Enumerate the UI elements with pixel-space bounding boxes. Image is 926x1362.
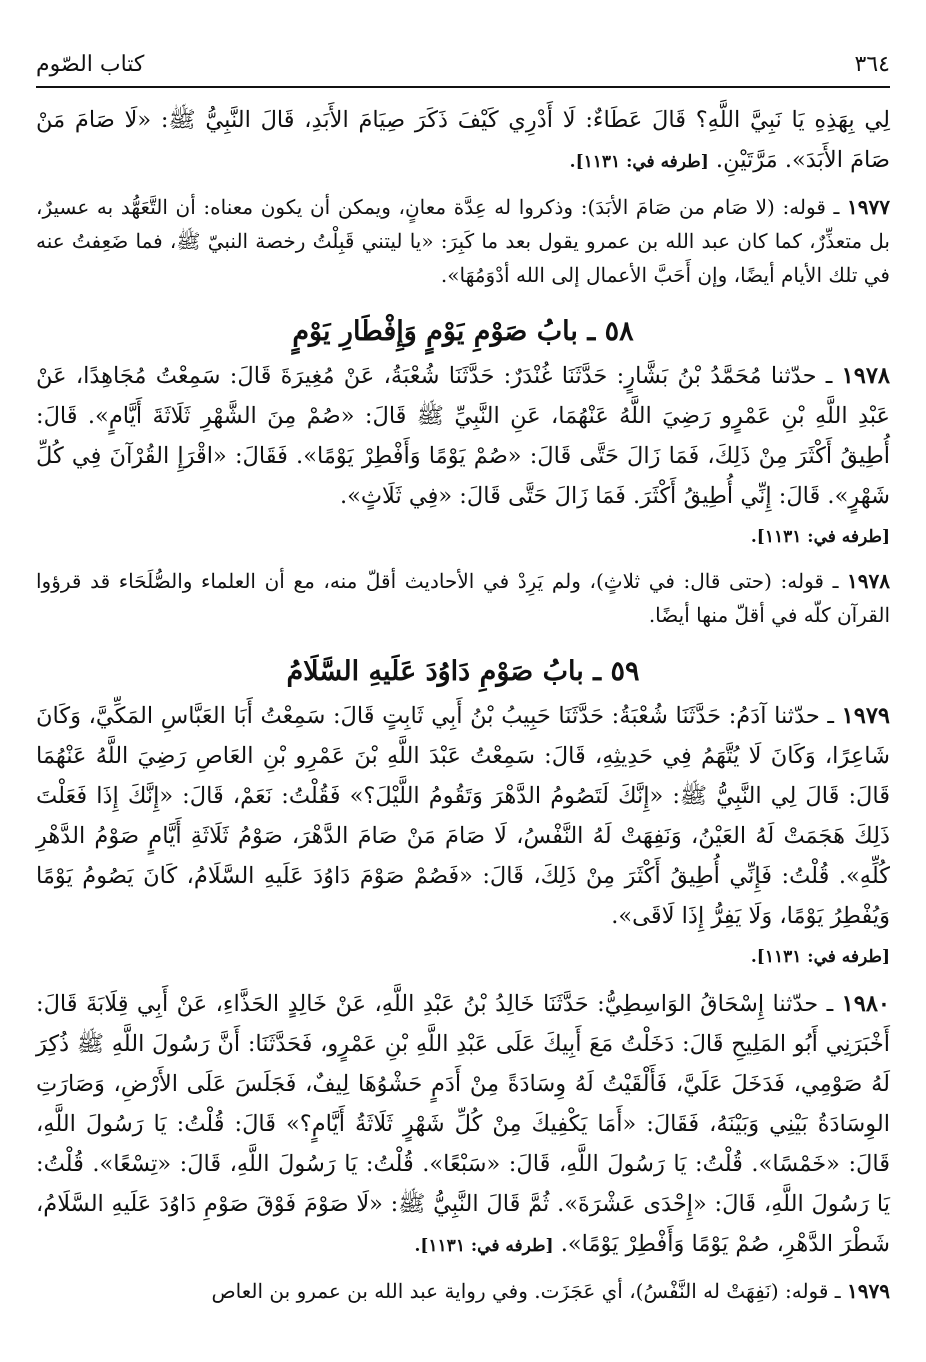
chapter-heading-58: ٥٨ ـ بابُ صَوْمِ يَوْمٍ وَإِفْطَارِ يَوْمٍ (292, 316, 634, 347)
hadith-1978 (36, 356, 890, 516)
commentary-text: ـ قوله: (لا صَام من صَامَ الأبَدَ): وذكروا له عِدَّة معانٍ، ويمكن أن يكون معناه: أن التَّعَهُّد به عسيرٌ، بل متعذِّرٌ، كما كان عبد الله بن عمرو يقول بعد ما كَبِرَ: «يا ليتني قَبِلْتُ رخصة النبيّ ﷺ، فما ضَعِفتُ عنه في تلك الأيام أيضًا، وإن أَحَبَّ الأعمال إلى الله أدْوَمُهَا». (36, 195, 890, 287)
header-rule (36, 86, 890, 88)
hadith-1980 (36, 984, 890, 1266)
hadith-number: ١٩٨٠ (841, 991, 890, 1017)
hadith-1979 (36, 696, 890, 936)
commentary-1977 (36, 190, 890, 292)
cross-reference: [طرفه في: ١١٣١]. (414, 1236, 554, 1256)
cross-reference: [طرفه في: ١١٣١]. (750, 947, 890, 967)
hadith-number: ١٩٧٩ (841, 703, 890, 729)
hadith-text: لِي بِهَذِهِ يَا نَبِيَّ اللَّهِ؟ قَالَ عَطَاءٌ: لَا أَدْرِي كَيْفَ ذَكَرَ صِيَامَ الأَبَدِ، قَالَ النَّبِيُّ ﷺ: «لَا صَامَ مَنْ صَامَ الأَبَدَ». مَرَّتَيْنِ. (36, 107, 890, 173)
book-title: كتاب الصّوم (36, 52, 145, 77)
hadith-text: ـ حدّثنا آدَمُ: حَدَّثَنَا شُعْبَةُ: حَدَّثَنَا حَبِيبُ بْنُ أَبِي ثَابِتٍ قَالَ: سَمِعْتُ أَبَا العَبَّاسِ المَكِّيَّ، وَكَانَ شَاعِرًا، وَكَانَ لَا يُتَّهَمُ فِي حَدِيثِهِ، قَالَ: سَمِعْتُ عَبْدَ اللَّهِ بْنَ عَمْرِو بْنِ العَاصِ رَضِيَ اللَّهُ عَنْهُمَا قَالَ: قَالَ لِي النَّبِيُّ ﷺ: «إِنَّكَ لَتَصُومُ الدَّهْرَ وَتَقُومُ اللَّيْلَ؟» فَقُلْتُ: نَعَمْ، قَالَ: «إِنَّكَ إِذَا فَعَلْتَ ذَلِكَ هَجَمَتْ لَهُ العَيْنُ، وَنَفِهَتْ لَهُ النَّفْسُ، لَا صَامَ مَنْ صَامَ الدَّهْرَ، صَوْمُ ثَلَاثَةِ أَيَّامٍ صَوْمُ الدَّهْرِ كُلِّهِ». قُلْتُ: فَإِنِّي أُطِيقُ أَكْثَرَ مِنْ ذَلِكَ، قَالَ: «فَصُمْ صَوْمَ دَاوُدَ عَلَيهِ السَّلَامُ، كَانَ يَصُومُ يَوْمًا وَيُفْطِرُ يَوْمًا، وَلَا يَفِرُّ إِذَا لَاقَى». (36, 703, 890, 929)
commentary-text: ـ قوله: (نَفِهَتْ له النَّفْسُ)، أي عَجَزَت. وفي رواية عبد الله بن عمرو بن العاص (211, 1279, 841, 1303)
chapter-heading-59: ٥٩ ـ بابُ صَوْمِ دَاوُدَ عَلَيهِ السَّلَامُ (286, 656, 640, 687)
commentary-1979 (36, 1274, 890, 1308)
hadith-continuation (36, 100, 890, 182)
cross-reference: [طرفه في: ١١٣١]. (750, 527, 890, 547)
hadith-number: ١٩٧٨ (841, 363, 890, 389)
hadith-text: ـ حدّثنا مُحَمَّدُ بْنُ بَشَّارٍ: حَدَّثَنَا غُنْدَرٌ: حَدَّثَنَا شُعْبَةُ، عَنْ مُغِيرَةَ قَالَ: سَمِعْتُ مُجَاهِدًا، عَنْ عَبْدِ اللَّهِ بْنِ عَمْرٍو رَضِيَ اللَّهُ عَنْهُمَا، عَنِ النَّبِيِّ ﷺ قَالَ: «صُمْ مِنَ الشَّهْرِ ثَلَاثَةَ أَيَّامٍ». قَالَ: أُطِيقُ أَكْثَرَ مِنْ ذَلِكَ، فَمَا زَالَ حَتَّى قَالَ: «صُمْ يَوْمًا وَأَفْطِرْ يَوْمًا». فَقَالَ: «اقْرَإِ القُرْآنَ فِي كُلِّ شَهْرٍ». قَالَ: إِنِّي أُطِيقُ أَكْثَرَ. فَمَا زَالَ حَتَّى قَالَ: «فِي ثَلَاثٍ». (36, 363, 890, 509)
commentary-text: ـ قوله: (حتى قال: في ثلاثٍ)، ولم يَرِدْ في الأحاديث أقلّ منه، مع أن العلماء والصُّلَحَاء قد قرؤوا القرآن كلّه في أقلّ منها أيضًا. (36, 569, 890, 627)
commentary-number: ١٩٧٩ (847, 1279, 890, 1303)
commentary-number: ١٩٧٧ (847, 195, 891, 219)
page-header (36, 48, 890, 80)
hadith-text: ـ حدّثنا إِسْحَاقُ الوَاسِطِيُّ: حَدَّثَنَا خَالِدُ بْنُ عَبْدِ اللَّهِ، عَنْ خَالِدٍ الحَذَّاءِ، عَنْ أَبِي قِلَابَةَ قَالَ: أَخْبَرَنِي أَبُو المَلِيحِ قَالَ: دَخَلْتُ مَعَ أَبِيكَ عَلَى عَبْدِ اللَّهِ بْنِ عَمْرٍو، فَحَدَّثَنَا: أَنَّ رَسُولَ اللَّهِ ﷺ ذُكِرَ لَهُ صَوْمِي، فَدَخَلَ عَلَيَّ، فَأَلْقَيْتُ لَهُ وِسَادَةً مِنْ أَدَمٍ حَشْوُهَا لِيفٌ، فَجَلَسَ عَلَى الأَرْضِ، وَصَارَتِ الوِسَادَةُ بَيْنِي وَبَيْنَهُ، فَقَالَ: «أَمَا يَكْفِيكَ مِنْ كُلِّ شَهْرٍ ثَلَاثَةُ أَيَّامٍ؟» قَالَ: قُلْتُ: يَا رَسُولَ اللَّهِ، قَالَ: «خَمْسًا». قُلْتُ: يَا رَسُولَ اللَّهِ، قَالَ: «سَبْعًا». قُلْتُ: يَا رَسُولَ اللَّهِ، قَالَ: «تِسْعًا». قُلْتُ: يَا رَسُولَ اللَّهِ، قَالَ: «إِحْدَى عَشْرَةَ». ثُمَّ قَالَ النَّبِيُّ ﷺ: «لَا صَوْمَ فَوْقَ صَوْمِ دَاوُدَ عَلَيهِ السَّلَامُ، شَطْرَ الدَّهْرِ، صُمْ يَوْمًا وَأَفْطِرْ يَوْمًا». (36, 991, 890, 1257)
commentary-number: ١٩٧٨ (847, 569, 891, 593)
commentary-1978 (36, 564, 890, 632)
cross-reference: [طرفه في: ١١٣١]. (569, 152, 709, 172)
page-number: ٣٦٤ (854, 52, 890, 77)
